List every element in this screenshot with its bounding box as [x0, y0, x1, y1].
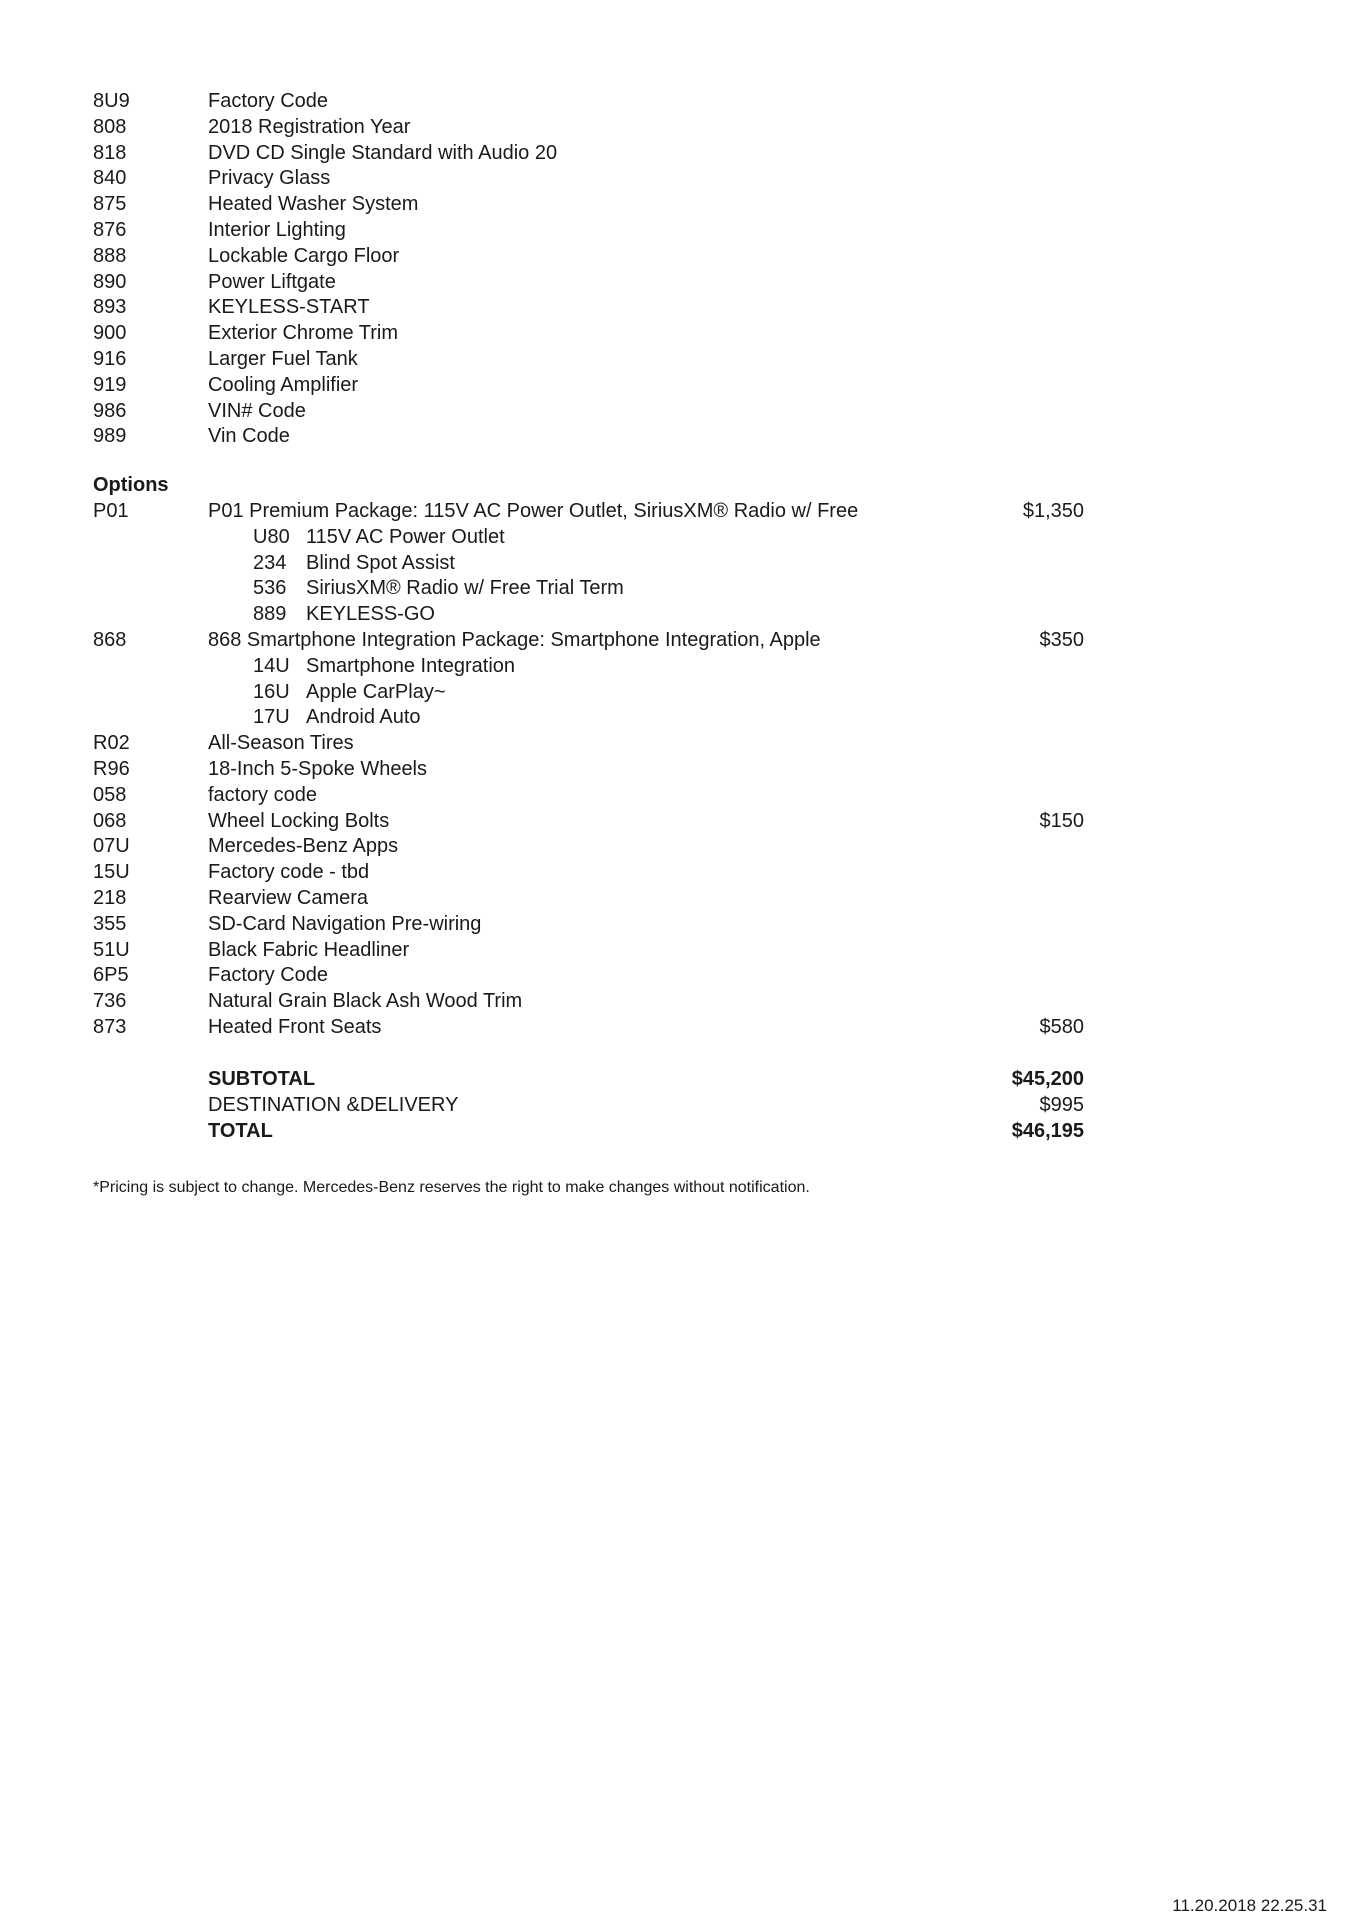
option-row: [0, 937, 1357, 963]
print-timestamp: 11.20.2018 22.25.31: [1172, 1896, 1327, 1915]
option-code: 218: [93, 887, 127, 909]
package-description: P01 Premium Package: 115V AC Power Outlet, SiriusXM® Radio w/ Free: [208, 500, 859, 522]
package-item-code: U80: [253, 525, 290, 548]
package-item-row: [0, 524, 1357, 550]
standard-code-row: [0, 269, 1357, 295]
standard-code-row: [0, 243, 1357, 269]
item-description: Exterior Chrome Trim: [208, 322, 399, 345]
item-description: Interior Lighting: [208, 219, 346, 241]
item-code: 888: [93, 244, 127, 267]
item-description: Lockable Cargo Floor: [208, 244, 400, 267]
standard-code-row: [0, 88, 1357, 114]
standard-code-row: [0, 114, 1357, 140]
option-row: [0, 833, 1357, 859]
option-row: [0, 756, 1357, 782]
item-description: Heated Washer System: [208, 193, 419, 216]
item-code: 808: [93, 115, 127, 138]
package-item-row: [0, 679, 1357, 705]
item-description: Vin Code: [208, 425, 290, 448]
standard-code-row: [0, 398, 1357, 424]
subtotal-row: [0, 1066, 1357, 1092]
package-item-description: Android Auto: [306, 706, 421, 729]
option-description: 18-Inch 5-Spoke Wheels: [208, 758, 428, 780]
option-code: 15U: [93, 861, 130, 884]
package-item-row: [0, 653, 1357, 679]
package-price: $1,350: [1022, 500, 1084, 522]
destination-row: [0, 1092, 1357, 1118]
option-description: Wheel Locking Bolts: [208, 809, 390, 832]
option-description: Mercedes-Benz Apps: [208, 835, 399, 858]
option-code: 068: [93, 809, 127, 832]
package-code: 868: [93, 629, 127, 651]
package-code: P01: [93, 500, 129, 522]
package-price: $350: [1039, 629, 1084, 651]
option-code: R96: [93, 758, 130, 780]
package-item-row: [0, 575, 1357, 601]
package-item-code: 234: [253, 551, 287, 574]
package-item-code: 16U: [253, 680, 290, 703]
item-code: 919: [93, 373, 127, 396]
option-row: [0, 911, 1357, 937]
standard-code-row: [0, 217, 1357, 243]
option-code: 51U: [93, 938, 130, 961]
item-code: 890: [93, 270, 127, 293]
option-row: [0, 1014, 1357, 1040]
option-row: [0, 962, 1357, 988]
options-heading: Options: [93, 474, 169, 496]
package-item-code: 14U: [253, 654, 290, 677]
option-description: Rearview Camera: [208, 887, 369, 909]
item-description: KEYLESS-START: [208, 296, 370, 319]
item-description: DVD CD Single Standard with Audio 20: [208, 141, 558, 164]
subtotal-label: SUBTOTAL: [208, 1068, 316, 1090]
option-description: Heated Front Seats: [208, 1016, 382, 1038]
pricing-disclaimer: *Pricing is subject to change. Mercedes-Benz reserves the right to make changes without notification.: [93, 1179, 810, 1196]
package-item-row: [0, 704, 1357, 730]
option-description: factory code: [208, 783, 317, 806]
option-code: R02: [93, 732, 130, 755]
option-code: 355: [93, 912, 127, 935]
item-description: Power Liftgate: [208, 270, 336, 293]
standard-code-row: [0, 346, 1357, 372]
item-description: 2018 Registration Year: [208, 115, 411, 138]
standard-code-row: [0, 423, 1357, 449]
package-row: [0, 627, 1357, 653]
option-description: Factory code - tbd: [208, 861, 370, 884]
item-code: 916: [93, 348, 127, 370]
option-code: 873: [93, 1016, 127, 1038]
item-code: 876: [93, 219, 127, 241]
item-code: 986: [93, 399, 127, 422]
destination-label: DESTINATION &DELIVERY: [208, 1094, 459, 1116]
item-code: 875: [93, 193, 127, 216]
package-item-code: 889: [253, 603, 287, 626]
destination-value: $995: [1039, 1094, 1084, 1116]
package-item-row: [0, 550, 1357, 576]
package-item-description: KEYLESS-GO: [306, 603, 435, 626]
option-row: [0, 782, 1357, 808]
option-price: $150: [1039, 809, 1084, 832]
subtotal-value: $45,200: [1011, 1068, 1084, 1090]
option-row: [0, 885, 1357, 911]
option-row: [0, 859, 1357, 885]
option-row: [0, 730, 1357, 756]
standard-code-row: [0, 165, 1357, 191]
package-item-description: Apple CarPlay~: [306, 680, 446, 703]
option-row: [0, 808, 1357, 834]
option-code: 6P5: [93, 964, 129, 987]
option-code: 058: [93, 783, 127, 806]
item-code: 818: [93, 141, 127, 164]
package-item-description: Smartphone Integration: [306, 654, 516, 677]
item-code: 8U9: [93, 90, 130, 112]
package-item-row: [0, 601, 1357, 627]
item-description: Larger Fuel Tank: [208, 348, 358, 370]
standard-code-row: [0, 140, 1357, 166]
package-item-description: SiriusXM® Radio w/ Free Trial Term: [306, 577, 624, 600]
option-description: Factory Code: [208, 964, 329, 987]
package-description: 868 Smartphone Integration Package: Smartphone Integration, Apple: [208, 629, 821, 651]
item-code: 840: [93, 167, 127, 190]
total-label: TOTAL: [208, 1120, 273, 1142]
option-description: SD-Card Navigation Pre-wiring: [208, 912, 482, 935]
total-row: [0, 1118, 1357, 1144]
standard-code-row: [0, 191, 1357, 217]
package-item-code: 17U: [253, 706, 290, 729]
standard-code-row: [0, 294, 1357, 320]
item-description: Factory Code: [208, 90, 329, 112]
standard-code-row: [0, 320, 1357, 346]
item-code: 989: [93, 425, 127, 448]
option-row: [0, 988, 1357, 1014]
item-description: Privacy Glass: [208, 167, 331, 190]
item-description: Cooling Amplifier: [208, 373, 359, 396]
option-code: 07U: [93, 835, 130, 858]
package-item-description: Blind Spot Assist: [306, 551, 455, 574]
option-code: 736: [93, 990, 127, 1013]
option-price: $580: [1039, 1016, 1084, 1038]
option-description: All-Season Tires: [208, 732, 354, 755]
item-code: 900: [93, 322, 127, 345]
package-row: [0, 498, 1357, 524]
standard-code-row: [0, 372, 1357, 398]
item-code: 893: [93, 296, 127, 319]
item-description: VIN# Code: [208, 399, 306, 422]
option-description: Natural Grain Black Ash Wood Trim: [208, 990, 523, 1013]
option-description: Black Fabric Headliner: [208, 938, 410, 961]
package-item-description: 115V AC Power Outlet: [306, 525, 505, 548]
package-item-code: 536: [253, 577, 287, 600]
total-value: $46,195: [1011, 1120, 1084, 1142]
